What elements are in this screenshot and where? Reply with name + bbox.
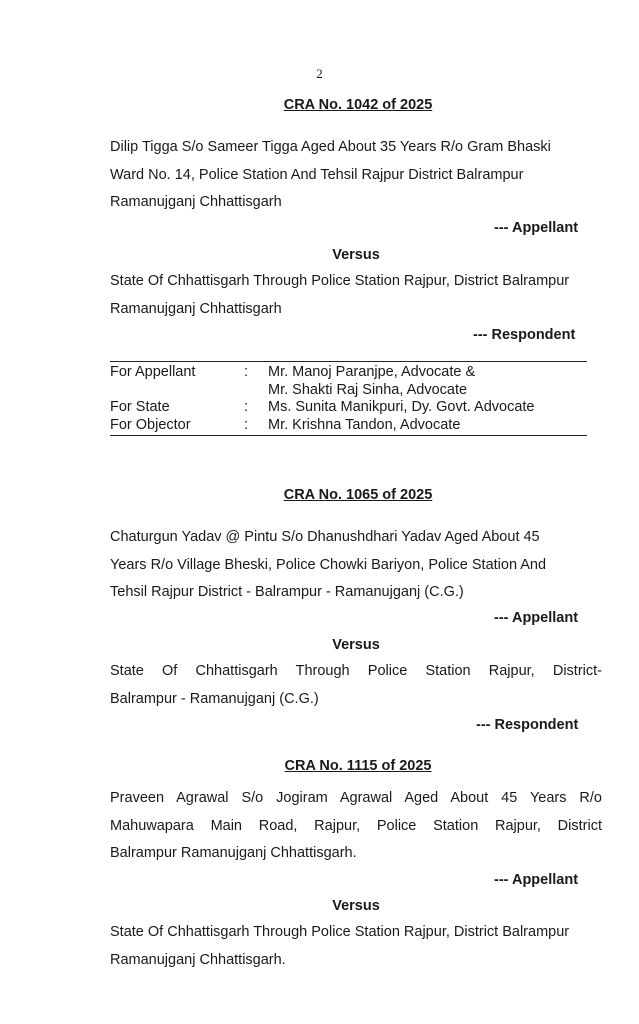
respondent-details bbox=[110, 919, 602, 974]
case-title: CRA No. 1042 of 2025 bbox=[283, 97, 433, 113]
respondent-label: --- Respondent bbox=[476, 717, 579, 733]
versus-label: Versus bbox=[332, 637, 380, 653]
text-line: Years R/o Village Bheski, Police Chowki Bariyon, Police Station And bbox=[110, 556, 547, 573]
appellant-label: --- Appellant bbox=[494, 220, 579, 236]
counsel-separator: : bbox=[244, 364, 249, 380]
case-title: CRA No. 1065 of 2025 bbox=[283, 487, 433, 503]
counsel-row bbox=[110, 364, 590, 382]
counsel-separator: : bbox=[244, 416, 249, 433]
text-line: Balrampur Ramanujganj Chhattisgarh. bbox=[110, 845, 357, 861]
text-line: Tehsil Rajpur District - Balrampur - Ramanujganj (C.G.) bbox=[110, 584, 464, 600]
text-line: State Of Chhattisgarh Through Police Station Rajpur, District Balrampur bbox=[110, 924, 570, 940]
text-line: Ramanujganj Chhattisgarh bbox=[110, 194, 282, 210]
counsel-party: For Objector bbox=[110, 416, 191, 433]
versus-label: Versus bbox=[332, 898, 380, 914]
text-line: Chaturgun Yadav @ Pintu S/o Dhanushdhari Yadav Aged About 45 bbox=[110, 529, 540, 545]
versus-label: Versus bbox=[332, 247, 380, 263]
counsel-separator: : bbox=[244, 399, 249, 415]
appellant-label: --- Appellant bbox=[494, 872, 579, 888]
divider-bottom bbox=[110, 435, 587, 436]
respondent-label: --- Respondent bbox=[473, 327, 576, 343]
text-line: Ramanujganj Chhattisgarh bbox=[110, 300, 282, 317]
counsel-name: Mr. Krishna Tandon, Advocate bbox=[268, 416, 461, 433]
text-line: State Of Chhattisgarh Through Police Station Rajpur, District- bbox=[110, 663, 602, 679]
counsel-party: For Appellant bbox=[110, 364, 196, 380]
counsel-name: Mr. Shakti Raj Sinha, Advocate bbox=[268, 381, 468, 398]
appellant-details bbox=[110, 524, 602, 607]
appellant-label: --- Appellant bbox=[494, 610, 579, 626]
page-number: 2 bbox=[316, 66, 323, 81]
appellant-details bbox=[110, 785, 602, 868]
counsel-row bbox=[110, 382, 590, 400]
text-line: Mahuwapara Main Road, Rajpur, Police Station Rajpur, District bbox=[110, 817, 602, 834]
text-line: Dilip Tigga S/o Sameer Tigga Aged About 35 Years R/o Gram Bhaski bbox=[110, 139, 551, 155]
counsel-row bbox=[110, 399, 590, 417]
divider-top bbox=[110, 361, 587, 362]
text-line: State Of Chhattisgarh Through Police Station Rajpur, District Balrampur bbox=[110, 273, 570, 289]
text-line: Ward No. 14, Police Station And Tehsil Rajpur District Balrampur bbox=[110, 166, 524, 183]
case-title: CRA No. 1115 of 2025 bbox=[284, 758, 432, 774]
respondent-details bbox=[110, 658, 602, 713]
appellant-details bbox=[110, 134, 602, 217]
respondent-details bbox=[110, 268, 602, 323]
text-line: Praveen Agrawal S/o Jogiram Agrawal Aged About 45 Years R/o bbox=[110, 790, 602, 806]
counsel-name: Ms. Sunita Manikpuri, Dy. Govt. Advocate bbox=[268, 399, 535, 415]
counsel-name: Mr. Manoj Paranjpe, Advocate & bbox=[268, 364, 476, 380]
counsel-table bbox=[110, 364, 590, 434]
counsel-row bbox=[110, 417, 590, 435]
text-line: Balrampur - Ramanujganj (C.G.) bbox=[110, 690, 319, 707]
text-line: Ramanujganj Chhattisgarh. bbox=[110, 951, 286, 968]
counsel-party: For State bbox=[110, 399, 170, 415]
